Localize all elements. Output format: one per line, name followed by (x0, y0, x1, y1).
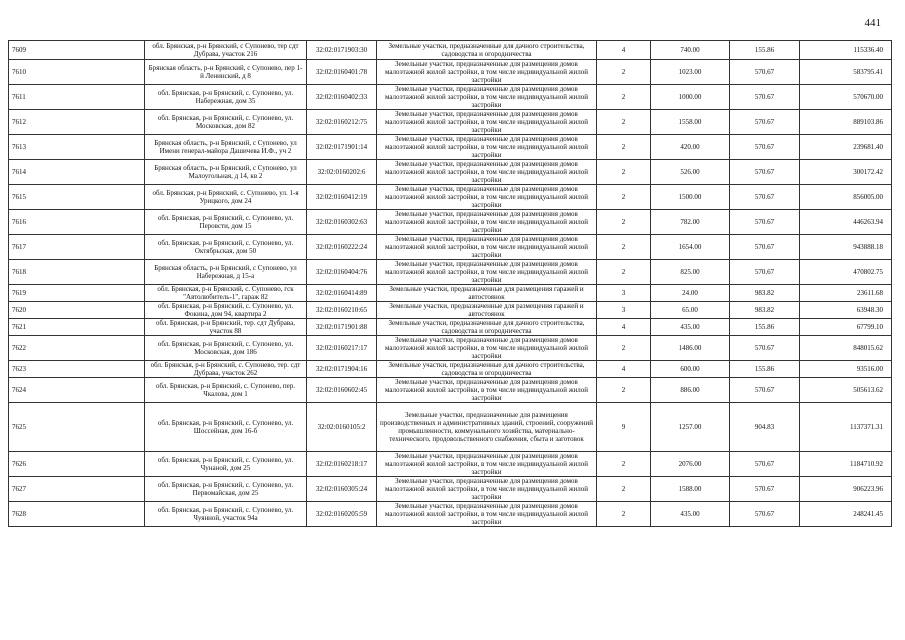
use-category-cell: 2 (597, 160, 651, 185)
cadastral-value-cell: 856005.00 (800, 185, 892, 210)
cadastral-number-cell: 32:02:0160404:76 (307, 260, 377, 285)
address-cell: обл. Брянская, р-н Брянский, с. Супонево, пер. Чкалова, дом 1 (145, 378, 307, 403)
land-use-cell: Земельные участки, предназначенные для размещения производственных и административных зданий, строений, сооружений промышленности, коммунального хозяйства, материально-технического, продовольственного снабжения, сбыта и заготовок (377, 403, 597, 452)
rate-cell: 155.86 (730, 361, 800, 378)
address-cell: обл. Брянская, р-н Брянский, с. Супонево, ул. Чунаной, дом 25 (145, 452, 307, 477)
row-number: 7614 (9, 160, 145, 185)
address-cell: обл. Брянская, р-н Брянский, с. Супонево, ул. Первомайская, дом 25 (145, 477, 307, 502)
address-cell: обл. Брянская, р-н Брянский, с. Супонево, ул. Набережная, дом 35 (145, 85, 307, 110)
rate-cell: 155.86 (730, 319, 800, 336)
row-number: 7627 (9, 477, 145, 502)
cadastral-value-cell: 446263.94 (800, 210, 892, 235)
cadastral-number-cell: 32:02:0171903:30 (307, 41, 377, 60)
use-category-cell: 2 (597, 336, 651, 361)
land-use-cell: Земельные участки, предназначенные для размещения гаражей и автостоянок (377, 285, 597, 302)
use-category-cell: 4 (597, 319, 651, 336)
land-use-cell: Земельные участки, предназначенные для дачного строительства, садоводства и огородничества (377, 41, 597, 60)
table-row (9, 452, 892, 477)
row-number: 7626 (9, 452, 145, 477)
land-use-cell: Земельные участки, предназначенные для размещения домов малоэтажной жилой застройки, в том числе индивидуальной жилой застройки (377, 160, 597, 185)
area-cell: 435.00 (651, 319, 730, 336)
land-use-cell: Земельные участки, предназначенные для размещения домов малоэтажной жилой застройки, в том числе индивидуальной жилой застройки (377, 502, 597, 527)
row-number: 7623 (9, 361, 145, 378)
cadastral-value-cell: 583795.41 (800, 60, 892, 85)
land-use-cell: Земельные участки, предназначенные для размещения домов малоэтажной жилой застройки, в том числе индивидуальной жилой застройки (377, 260, 597, 285)
cadastral-number-cell: 32:02:0160210:65 (307, 302, 377, 319)
rate-cell: 983.82 (730, 285, 800, 302)
area-cell: 825.00 (651, 260, 730, 285)
address-cell: обл. Брянская, р-н Брянский, с Супонево, тер сдт Дубрава, участок 216 (145, 41, 307, 60)
table-row (9, 185, 892, 210)
area-cell: 1023.00 (651, 60, 730, 85)
area-cell: 1654.00 (651, 235, 730, 260)
table-row (9, 361, 892, 378)
row-number: 7621 (9, 319, 145, 336)
land-use-cell: Земельные участки, предназначенные для размещения гаражей и автостоянок (377, 302, 597, 319)
land-use-cell: Земельные участки, предназначенные для размещения домов малоэтажной жилой застройки, в том числе индивидуальной жилой застройки (377, 235, 597, 260)
use-category-cell: 2 (597, 135, 651, 160)
row-number: 7616 (9, 210, 145, 235)
land-use-cell: Земельные участки, предназначенные для размещения домов малоэтажной жилой застройки, в том числе индивидуальной жилой застройки (377, 185, 597, 210)
rate-cell: 155.86 (730, 41, 800, 60)
table-row (9, 502, 892, 527)
use-category-cell: 2 (597, 378, 651, 403)
address-cell: обл. Брянская, р-н Брянский, тер. сдт Дубрава, участок 88 (145, 319, 307, 336)
address-cell: обл. Брянская, р-н Брянский, с. Супонево, ул. Московская, дом 82 (145, 110, 307, 135)
cadastral-value-cell: 889103.86 (800, 110, 892, 135)
use-category-cell: 2 (597, 110, 651, 135)
cadastral-number-cell: 32:02:0160217:17 (307, 336, 377, 361)
table-row (9, 85, 892, 110)
use-category-cell: 2 (597, 452, 651, 477)
row-number: 7620 (9, 302, 145, 319)
cadastral-number-cell: 32:02:0160414:89 (307, 285, 377, 302)
cadastral-value-cell: 943888.18 (800, 235, 892, 260)
cadastral-value-cell: 67799.10 (800, 319, 892, 336)
address-cell: Брянская область, р-н Брянский, с Супонево, ул Набережная, д 15-а (145, 260, 307, 285)
use-category-cell: 2 (597, 260, 651, 285)
use-category-cell: 2 (597, 235, 651, 260)
land-use-cell: Земельные участки, предназначенные для размещения домов малоэтажной жилой застройки, в том числе индивидуальной жилой застройки (377, 336, 597, 361)
rate-cell: 570.67 (730, 135, 800, 160)
row-number: 7617 (9, 235, 145, 260)
cadastral-value-cell: 1137371.31 (800, 403, 892, 452)
table-row (9, 41, 892, 60)
table-row (9, 160, 892, 185)
address-cell: обл. Брянская, р-н Брянский, с. Супонево, ул. Московская, дом 186 (145, 336, 307, 361)
use-category-cell: 2 (597, 185, 651, 210)
use-category-cell: 3 (597, 285, 651, 302)
land-use-cell: Земельные участки, предназначенные для размещения домов малоэтажной жилой застройки, в том числе индивидуальной жилой застройки (377, 210, 597, 235)
page-number: 441 (864, 17, 881, 29)
table-row (9, 319, 892, 336)
rate-cell: 570.67 (730, 336, 800, 361)
table-row (9, 302, 892, 319)
table-row (9, 403, 892, 452)
area-cell: 24.00 (651, 285, 730, 302)
cadastral-number-cell: 32:02:0171901:14 (307, 135, 377, 160)
rate-cell: 570.67 (730, 85, 800, 110)
cadastral-number-cell: 32:02:0171904:16 (307, 361, 377, 378)
use-category-cell: 4 (597, 41, 651, 60)
rate-cell: 570.67 (730, 502, 800, 527)
area-cell: 420.00 (651, 135, 730, 160)
address-cell: обл. Брянская, р-н Брянский, с. Супонево, ул. 1-я Урицкого, дом 24 (145, 185, 307, 210)
rate-cell: 570.67 (730, 260, 800, 285)
table-row (9, 110, 892, 135)
cadastral-value-cell: 248241.45 (800, 502, 892, 527)
cadastral-number-cell: 32:02:0160105:2 (307, 403, 377, 452)
land-use-cell: Земельные участки, предназначенные для размещения домов малоэтажной жилой застройки, в том числе индивидуальной жилой застройки (377, 135, 597, 160)
cadastral-number-cell: 32:02:0160212:75 (307, 110, 377, 135)
rate-cell: 570.67 (730, 185, 800, 210)
table-row (9, 336, 892, 361)
area-cell: 740.00 (651, 41, 730, 60)
cadastral-number-cell: 32:02:0160222:24 (307, 235, 377, 260)
cadastral-value-cell: 93516.00 (800, 361, 892, 378)
table-row (9, 60, 892, 85)
row-number: 7625 (9, 403, 145, 452)
cadastral-number-cell: 32:02:0160305:24 (307, 477, 377, 502)
address-cell: обл. Брянская, р-н Брянский, с. Супонево, тер. сдт Дубрава, участок 262 (145, 361, 307, 378)
area-cell: 65.00 (651, 302, 730, 319)
address-cell: обл. Брянская, р-н Брянский, с. Супонево, ул. Фокина, дом 94, квартира 2 (145, 302, 307, 319)
use-category-cell: 2 (597, 85, 651, 110)
land-use-cell: Земельные участки, предназначенные для дачного строительства, садоводства и огородничества (377, 361, 597, 378)
row-number: 7618 (9, 260, 145, 285)
area-cell: 1588.00 (651, 477, 730, 502)
row-number: 7611 (9, 85, 145, 110)
cadastral-number-cell: 32:02:0171901:88 (307, 319, 377, 336)
cadastral-value-cell: 505613.62 (800, 378, 892, 403)
cadastral-number-cell: 32:02:0160602:45 (307, 378, 377, 403)
row-number: 7613 (9, 135, 145, 160)
rate-cell: 904.83 (730, 403, 800, 452)
address-cell: обл. Брянская, р-н Брянский, с. Супонево, ул. Октябрьская, дом 50 (145, 235, 307, 260)
use-category-cell: 9 (597, 403, 651, 452)
area-cell: 1558.00 (651, 110, 730, 135)
row-number: 7612 (9, 110, 145, 135)
rate-cell: 983.82 (730, 302, 800, 319)
land-use-cell: Земельные участки, предназначенные для размещения домов малоэтажной жилой застройки, в том числе индивидуальной жилой застройки (377, 85, 597, 110)
row-number: 7610 (9, 60, 145, 85)
cadastral-number-cell: 32:02:0160412:19 (307, 185, 377, 210)
area-cell: 435.00 (651, 502, 730, 527)
address-cell: Брянская область, р-н Брянский, с Супонево, ул Малоугольная, д 14, кв 2 (145, 160, 307, 185)
cadastral-value-cell: 239681.40 (800, 135, 892, 160)
rate-cell: 570.67 (730, 452, 800, 477)
area-cell: 1486.00 (651, 336, 730, 361)
table-row (9, 378, 892, 403)
cadastral-value-cell: 63948.30 (800, 302, 892, 319)
cadastral-value-cell: 115336.40 (800, 41, 892, 60)
rate-cell: 570.67 (730, 477, 800, 502)
address-cell: Брянская область, р-н Брянский, с Супонево, пер 1-й Ленинский, д 8 (145, 60, 307, 85)
land-use-cell: Земельные участки, предназначенные для размещения домов малоэтажной жилой застройки, в том числе индивидуальной жилой застройки (377, 60, 597, 85)
cadastral-value-cell: 300172.42 (800, 160, 892, 185)
cadastral-value-cell: 848015.62 (800, 336, 892, 361)
row-number: 7624 (9, 378, 145, 403)
table-row (9, 477, 892, 502)
area-cell: 886.00 (651, 378, 730, 403)
cadastral-value-cell: 23611.68 (800, 285, 892, 302)
cadastral-value-cell: 470802.75 (800, 260, 892, 285)
cadastral-number-cell: 32:02:0160202:6 (307, 160, 377, 185)
use-category-cell: 2 (597, 477, 651, 502)
rate-cell: 570.67 (730, 235, 800, 260)
use-category-cell: 2 (597, 210, 651, 235)
address-cell: обл. Брянская, р-н Брянский, с. Супонево, ул. Чуянной, участок 94а (145, 502, 307, 527)
table-row (9, 210, 892, 235)
cadastral-value-table (8, 40, 892, 527)
area-cell: 600.00 (651, 361, 730, 378)
area-cell: 1500.00 (651, 185, 730, 210)
row-number: 7622 (9, 336, 145, 361)
row-number: 7619 (9, 285, 145, 302)
area-cell: 1000.00 (651, 85, 730, 110)
row-number: 7615 (9, 185, 145, 210)
address-cell: обл. Брянская, р-н Брянский, с. Супонево, ул. Шоссейная, дом 16-б (145, 403, 307, 452)
row-number: 7609 (9, 41, 145, 60)
table-row (9, 285, 892, 302)
cadastral-number-cell: 32:02:0160205:59 (307, 502, 377, 527)
use-category-cell: 3 (597, 302, 651, 319)
cadastral-number-cell: 32:02:0160401:78 (307, 60, 377, 85)
table-row (9, 260, 892, 285)
cadastral-number-cell: 32:02:0160402:33 (307, 85, 377, 110)
land-use-cell: Земельные участки, предназначенные для размещения домов малоэтажной жилой застройки, в том числе индивидуальной жилой застройки (377, 378, 597, 403)
rate-cell: 570.67 (730, 160, 800, 185)
cadastral-value-cell: 570670.00 (800, 85, 892, 110)
rate-cell: 570.67 (730, 60, 800, 85)
land-use-cell: Земельные участки, предназначенные для дачного строительства, садоводства и огородничества (377, 319, 597, 336)
address-cell: обл. Брянская, р-н Брянский, с. Супонево, гск "Автолюбитель-1", гараж 82 (145, 285, 307, 302)
land-use-cell: Земельные участки, предназначенные для размещения домов малоэтажной жилой застройки, в том числе индивидуальной жилой застройки (377, 477, 597, 502)
area-cell: 2076.00 (651, 452, 730, 477)
rate-cell: 570.67 (730, 378, 800, 403)
row-number: 7628 (9, 502, 145, 527)
table-row (9, 235, 892, 260)
use-category-cell: 4 (597, 361, 651, 378)
cadastral-value-cell: 906223.96 (800, 477, 892, 502)
rate-cell: 570.67 (730, 210, 800, 235)
cadastral-value-cell: 1184710.92 (800, 452, 892, 477)
address-cell: обл. Брянская, р-н Брянский, с. Супонево, ул. Перовсти, дом 15 (145, 210, 307, 235)
table-row (9, 135, 892, 160)
use-category-cell: 2 (597, 60, 651, 85)
use-category-cell: 2 (597, 502, 651, 527)
land-use-cell: Земельные участки, предназначенные для размещения домов малоэтажной жилой застройки, в том числе индивидуальной жилой застройки (377, 110, 597, 135)
area-cell: 782.00 (651, 210, 730, 235)
area-cell: 526.00 (651, 160, 730, 185)
cadastral-number-cell: 32:02:0160218:17 (307, 452, 377, 477)
land-use-cell: Земельные участки, предназначенные для размещения домов малоэтажной жилой застройки, в том числе индивидуальной жилой застройки (377, 452, 597, 477)
address-cell: Брянская область, р-н Брянский, с Супонево, ул Имени генерал-майора Дашичева И.Ф., уч 2 (145, 135, 307, 160)
area-cell: 1257.00 (651, 403, 730, 452)
cadastral-number-cell: 32:02:0160302:63 (307, 210, 377, 235)
rate-cell: 570.67 (730, 110, 800, 135)
